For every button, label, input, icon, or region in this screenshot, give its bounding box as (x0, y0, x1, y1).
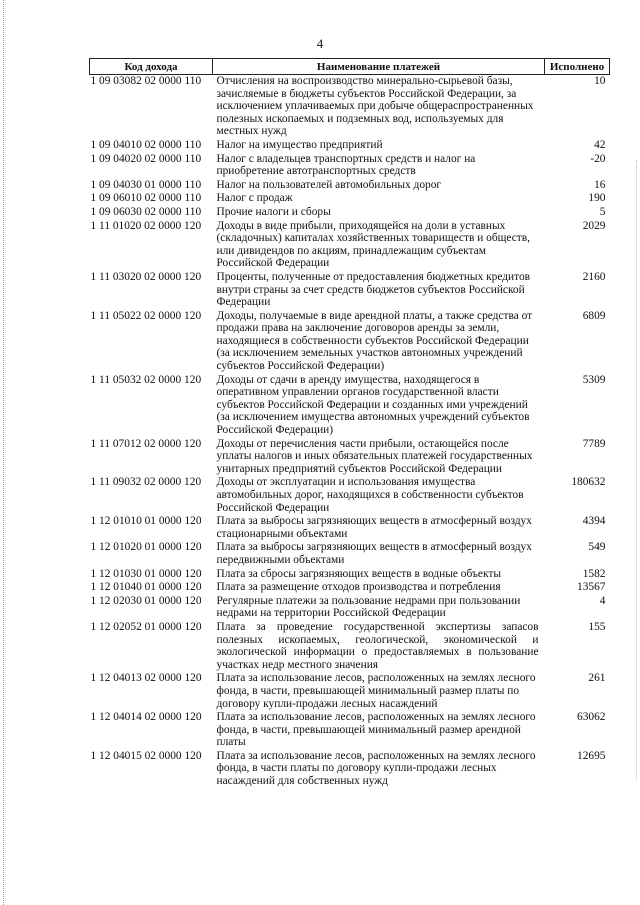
income-code: 1 11 05022 02 0000 120 (90, 309, 202, 322)
payment-name: Плата за использование лесов, расположенных на землях лесного фонда, в части, превышающей минимальный размер платы по договору купли-продажи лесных насаждений (216, 672, 536, 710)
payment-name: Доходы в виде прибыли, приходящейся на доли в уставных (складочных) капиталах хозяйственных товариществ и обществ, или дивидендов по акциям, принадлежащим субъектам Российской Федерации (216, 219, 530, 270)
executed-amount: 10 (594, 75, 606, 87)
income-code: 1 12 02030 01 0000 120 (90, 594, 202, 607)
payment-name: Плата за использование лесов, расположенных на землях лесного фонда, в части платы по договору купли-продажи лесных насаждений для собственных нужд (216, 749, 536, 788)
payment-name: Доходы от сдачи в аренду имущества, находящегося в оперативном управлении органов государственной власти субъектов Российской Федерации и созданных ими учреждений (за исключением имущества автономных учреждений субъектов Российской Федерации) (216, 373, 530, 437)
table-row (90, 621, 610, 672)
table-row (90, 672, 610, 711)
payment-name: Налог с владельцев транспортных средств и налог на приобретение автотранспортных средств (216, 152, 476, 178)
income-code: 1 09 04030 01 0000 110 (90, 178, 202, 191)
income-code: 1 12 02052 01 0000 120 (90, 620, 202, 633)
executed-amount: 5 (599, 205, 606, 218)
table-row (90, 220, 610, 271)
income-code: 1 12 01020 01 0000 120 (90, 541, 202, 554)
payment-name: Налог с продаж (216, 192, 293, 205)
table-row (90, 595, 610, 621)
executed-amount: 16 (594, 178, 606, 191)
table-row (90, 192, 610, 206)
income-code: 1 12 04015 02 0000 120 (90, 749, 202, 762)
executed-amount: 4 (599, 594, 606, 607)
income-code: 1 11 09032 02 0000 120 (90, 476, 202, 489)
header-code: Код дохода (90, 59, 213, 75)
income-code: 1 12 04014 02 0000 120 (90, 711, 202, 724)
executed-amount: 261 (588, 672, 606, 685)
income-code: 1 12 04013 02 0000 120 (90, 672, 202, 685)
payment-name: Регулярные платежи за пользование недрами при пользовании недрами на территории Российской Федерации (216, 594, 521, 620)
table-row (90, 139, 610, 153)
header-value: Исполнено (545, 59, 610, 75)
scan-edge-left (3, 0, 4, 905)
payment-name: Плата за выбросы загрязняющих веществ в атмосферный воздух стационарными объектами (216, 515, 532, 540)
table-row (90, 750, 610, 789)
income-code: 1 11 05032 02 0000 120 (90, 373, 202, 386)
table-row (90, 568, 610, 582)
income-code: 1 09 06010 02 0000 110 (90, 192, 202, 205)
table-row (90, 206, 610, 220)
table-row (90, 374, 610, 438)
payment-name: Плата за использование лесов, расположенных на землях лесного фонда, в части, превышающей минимальный размер арендной платы (216, 711, 536, 749)
table-row (90, 438, 610, 477)
payment-name: Прочие налоги и сборы (216, 205, 331, 218)
payment-name: Доходы от эксплуатации и использования имущества автомобильных дорог, находящихся в собственности субъектов Российской Федерации (216, 476, 524, 514)
executed-amount: 1582 (582, 567, 606, 580)
income-code: 1 12 01010 01 0000 120 (90, 515, 202, 528)
revenue-table (89, 58, 610, 789)
table-row (90, 581, 610, 595)
income-code: 1 09 04010 02 0000 110 (90, 138, 202, 151)
executed-amount: 42 (594, 138, 606, 151)
table-row (90, 75, 610, 139)
table-row (90, 271, 610, 310)
executed-amount: 180632 (571, 476, 606, 489)
income-code: 1 12 01040 01 0000 120 (90, 581, 202, 594)
payment-name: Налог на пользователей автомобильных дорог (216, 178, 442, 191)
income-code: 1 09 04020 02 0000 110 (90, 152, 202, 165)
executed-amount: 4394 (582, 515, 606, 528)
payment-name: Налог на имущество предприятий (216, 138, 383, 151)
payment-name: Проценты, полученные от предоставления бюджетных кредитов внутри страны за счет средств бюджетов субъектов Российской Федерации (216, 270, 531, 309)
executed-amount: 63062 (577, 711, 606, 724)
income-code: 1 11 03020 02 0000 120 (90, 270, 202, 283)
payment-name: Плата за проведение государственной экспертизы запасов полезных ископаемых, геологической, экономической и экологической информации о предоставляемых в пользование участках недр местного значения (216, 620, 539, 671)
payment-name: Отчисления на воспроизводство минерально-сырьевой базы, зачисляемые в бюджеты субъектов Российской Федерации, за исключением уплачиваемых при добыче общераспространенных полезных ископаемых и подземных вод, используемых для местных нужд (216, 75, 534, 138)
page-number: 4 (316, 36, 324, 51)
executed-amount: 155 (588, 620, 606, 633)
income-code: 1 09 03082 02 0000 110 (90, 75, 202, 87)
income-code: 1 11 07012 02 0000 120 (90, 437, 202, 450)
executed-amount: 190 (588, 192, 606, 205)
payment-name: Доходы от перечисления части прибыли, остающейся после уплаты налогов и иных обязательных платежей государственных унитарных предприятий субъектов Российской Федерации (216, 437, 533, 475)
executed-amount: 7789 (582, 437, 606, 450)
scan-edge-right (636, 160, 637, 780)
executed-amount: 5309 (582, 373, 606, 386)
executed-amount: 2029 (582, 219, 606, 232)
executed-amount: 2160 (582, 270, 606, 283)
executed-amount: 12695 (577, 749, 606, 762)
payment-name: Плата за размещение отходов производства и потребления (216, 581, 501, 594)
table-header-row (90, 59, 610, 75)
header-name: Наименование платежей (213, 59, 545, 75)
executed-amount: 6809 (582, 309, 606, 322)
payment-name: Плата за выбросы загрязняющих веществ в атмосферный воздух передвижными объектами (216, 541, 532, 566)
income-code: 1 09 06030 02 0000 110 (90, 205, 202, 218)
table-body (90, 75, 610, 789)
table-row (90, 541, 610, 567)
executed-amount: 549 (588, 541, 606, 554)
executed-amount: 13567 (577, 581, 606, 594)
table-row (90, 310, 610, 374)
payment-name: Доходы, получаемые в виде арендной платы, а также средства от продажи права на заключение договоров аренды за земли, находящиеся в собственности субъектов Российской Федерации (за исключением земельных участков автономных учреждений субъектов Российской Федерации) (216, 309, 533, 373)
table-row (90, 476, 610, 515)
income-code: 1 11 01020 02 0000 120 (90, 219, 202, 232)
executed-amount: -20 (590, 152, 606, 165)
table-row (90, 179, 610, 193)
table-row (90, 515, 610, 541)
income-code: 1 12 01030 01 0000 120 (90, 567, 202, 580)
payment-name: Плата за сбросы загрязняющих веществ в водные объекты (216, 567, 501, 580)
table-row (90, 711, 610, 750)
table-row (90, 153, 610, 179)
